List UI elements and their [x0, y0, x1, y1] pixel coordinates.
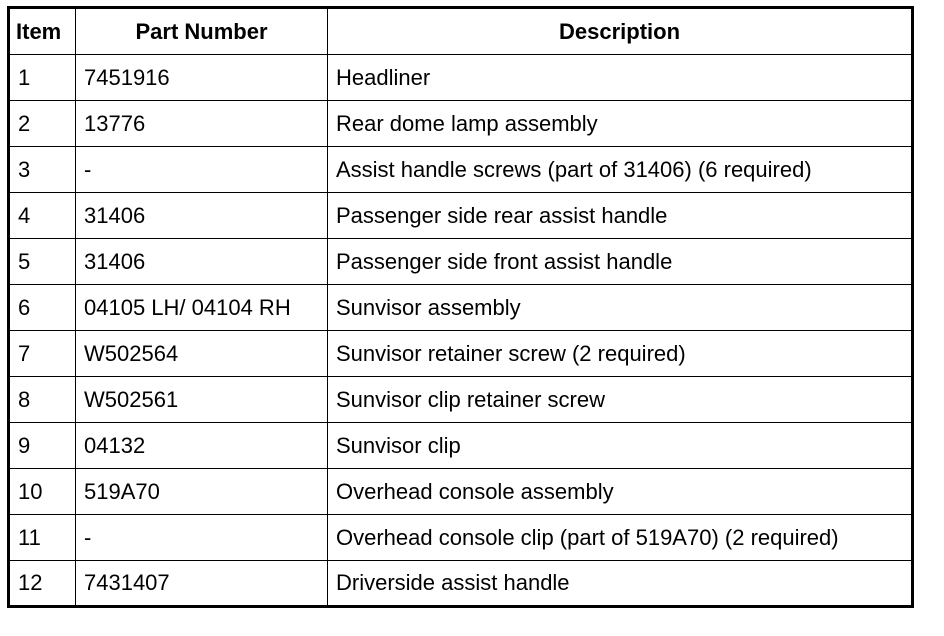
cell-part-number: 7431407: [76, 561, 328, 607]
table-row: [9, 239, 913, 285]
cell-description: Passenger side rear assist handle: [328, 193, 913, 239]
cell-description: Headliner: [328, 55, 913, 101]
table-row: [9, 147, 913, 193]
cell-part-number: W502564: [76, 331, 328, 377]
column-header-description: Description: [328, 8, 913, 55]
cell-item: 1: [9, 55, 76, 101]
cell-description: Sunvisor clip: [328, 423, 913, 469]
column-header-item: Item: [9, 8, 76, 55]
cell-part-number: -: [76, 147, 328, 193]
cell-item: 7: [9, 331, 76, 377]
table-row: [9, 377, 913, 423]
table-row: [9, 423, 913, 469]
cell-part-number: -: [76, 515, 328, 561]
cell-part-number: 04132: [76, 423, 328, 469]
cell-item: 9: [9, 423, 76, 469]
cell-description: Overhead console clip (part of 519A70) (2 required): [328, 515, 913, 561]
cell-part-number: 13776: [76, 101, 328, 147]
cell-item: 2: [9, 101, 76, 147]
cell-part-number: 04105 LH/ 04104 RH: [76, 285, 328, 331]
cell-part-number: 31406: [76, 193, 328, 239]
table-header-row: [9, 8, 913, 55]
table-row: [9, 285, 913, 331]
table-row: [9, 55, 913, 101]
table-row: [9, 561, 913, 607]
cell-item: 12: [9, 561, 76, 607]
cell-description: Sunvisor clip retainer screw: [328, 377, 913, 423]
cell-item: 3: [9, 147, 76, 193]
cell-part-number: W502561: [76, 377, 328, 423]
cell-description: Driverside assist handle: [328, 561, 913, 607]
table-row: [9, 331, 913, 377]
cell-part-number: 7451916: [76, 55, 328, 101]
cell-description: Sunvisor assembly: [328, 285, 913, 331]
cell-description: Assist handle screws (part of 31406) (6 required): [328, 147, 913, 193]
cell-item: 8: [9, 377, 76, 423]
column-header-part-number: Part Number: [76, 8, 328, 55]
cell-description: Rear dome lamp assembly: [328, 101, 913, 147]
cell-description: Sunvisor retainer screw (2 required): [328, 331, 913, 377]
cell-item: 10: [9, 469, 76, 515]
table-row: [9, 193, 913, 239]
cell-description: Passenger side front assist handle: [328, 239, 913, 285]
table-row: [9, 515, 913, 561]
cell-item: 5: [9, 239, 76, 285]
cell-description: Overhead console assembly: [328, 469, 913, 515]
cell-part-number: 31406: [76, 239, 328, 285]
cell-part-number: 519A70: [76, 469, 328, 515]
table-row: [9, 101, 913, 147]
cell-item: 11: [9, 515, 76, 561]
cell-item: 4: [9, 193, 76, 239]
parts-table: [7, 6, 914, 608]
cell-item: 6: [9, 285, 76, 331]
table-row: [9, 469, 913, 515]
